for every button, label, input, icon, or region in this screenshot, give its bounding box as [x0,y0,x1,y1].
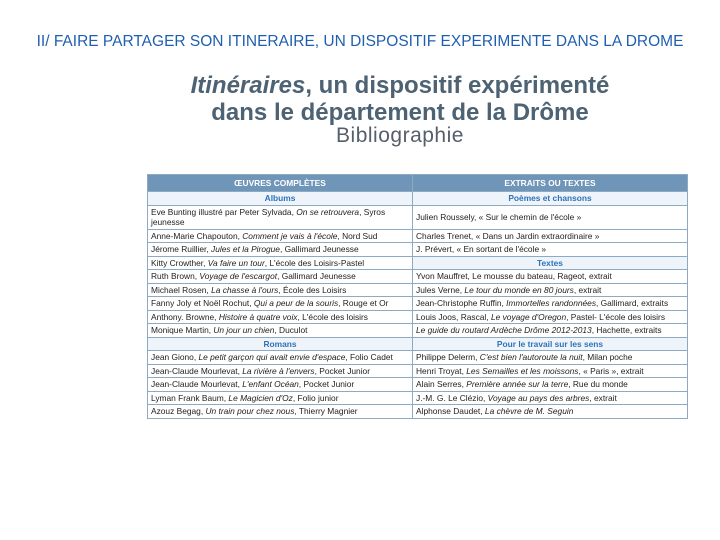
table-row [148,270,688,284]
work-title: Voyage au pays des arbres [487,392,590,403]
citation-text: Alphonse Daudet, [416,406,485,416]
column-header-extraits: EXTRAITS OU TEXTES [413,175,688,192]
work-title: C'est bien l'autoroute la nuit [479,352,583,362]
citation-text: Ruth Brown, [151,271,200,281]
table-section-row [148,337,688,351]
work-title: Un train pour chez nous [205,406,295,416]
citation-text: , Hachette, extraits [591,325,662,335]
heading-itineraires: Itinéraires [190,72,306,99]
citation-text: , Syros jeunesse [151,206,386,227]
citation-text: Monique Martin, [151,325,214,335]
citation-text: , « Paris », extrait [578,365,644,376]
citation-text: , Duculot [274,325,308,335]
citation-text: , Folio Cadet [345,352,393,362]
column-header-oeuvres: ŒUVRES COMPLÈTES [148,175,413,192]
slide-title: II/ FAIRE PARTAGER SON ITINERAIRE, UN DISPOSITIF EXPERIMENTE DANS LA DROME [36,33,684,50]
citation-text: , extrait [573,284,602,295]
citation-text: Azouz Begag, [151,406,206,416]
citation-text: , Milan poche [582,352,633,362]
table-cell-left [148,229,413,243]
work-title: Les Semailles et les moissons [466,365,579,376]
table-cell-right [413,364,688,378]
citation-text: Jérome Ruillier, [151,244,212,254]
table-row [148,324,688,338]
citation-text: Philippe Delerm, [416,352,480,362]
work-title: Immortelles randonnées [506,298,597,308]
citation-text: , Gallimard Jeunesse [279,244,359,254]
work-title: La chasse à l'ours [211,284,279,295]
table-cell-left [148,324,413,338]
work-title: On se retrouvera [296,206,360,217]
table-cell-right [413,283,688,297]
citation-text: J. Prévert, « En sortant de l'école » [416,244,547,254]
work-title: L'enfant Océan [242,379,299,389]
table-cell-left [148,297,413,311]
table-row [148,205,688,229]
table-cell-left [148,405,413,419]
citation-text: Yvon Mauffret, Le mousse du bateau, Rageot, extrait [416,271,612,281]
citation-text: , L'école des loisirs [297,311,368,322]
table-cell-right [413,391,688,405]
bibliography-table [147,174,688,419]
citation-text: Lyman Frank Baum, [151,392,229,403]
citation-text: Alain Serres, [416,379,467,389]
citation-text: Kitty Crowther, [151,257,208,268]
work-title: Qui a peur de la souris [253,298,339,308]
heading-line-1 [150,72,650,100]
citation-text: Jean-Claude Mourlevat, [151,365,243,376]
table-cell-right [413,270,688,284]
table-row [148,229,688,243]
citation-text: , Rouge et Or [338,298,389,308]
table-row [148,310,688,324]
table-cell-right: Textes [413,256,688,270]
citation-text: Fanny Joly et Noël Rochut, [151,298,254,308]
citation-text: Eve Bunting illustré par Peter Sylvada, [151,206,297,217]
heading-line-1-rest: , un dispositif expérimenté [305,72,610,99]
work-title: Le petit garçon qui avait envie d'espace [198,352,346,362]
table-cell-right [413,351,688,365]
table-cell-right [413,378,688,392]
table-cell-right: Poèmes et chansons [413,192,688,206]
citation-text: , Gallimard, extraits [596,298,669,308]
table-cell-left [148,310,413,324]
table-cell-right [413,297,688,311]
table-section-row [148,192,688,206]
citation-text: Jules Verne, [416,284,465,295]
work-title: Le tour du monde en 80 jours [464,284,574,295]
table-cell-left [148,391,413,405]
work-title: Comment je vais à l'école [242,230,338,241]
work-title: Le guide du routard Ardèche Drôme 2012-2013 [416,325,592,335]
table-row [148,391,688,405]
table-cell-left [148,270,413,284]
citation-text: Anthony. Browne, [151,311,219,322]
citation-text: Jean-Claude Mourlevat, [151,379,243,389]
work-title: Le voyage d'Oregon [490,311,567,322]
citation-text: , Pocket Junior [314,365,371,376]
work-title: Un jour un chien [213,325,275,335]
table-cell-right [413,405,688,419]
table-row [148,283,688,297]
work-title: La rivière à l'envers [242,365,315,376]
work-title: Le Magicien d'Oz [228,392,293,403]
table-cell-left [148,378,413,392]
table-cell-right [413,310,688,324]
table-cell-left [148,256,413,270]
table-row [148,243,688,257]
citation-text: , Nord Sud [337,230,378,241]
citation-text: Charles Trenet, « Dans un Jardin extraordinaire » [416,230,600,241]
table-cell-left: Albums [148,192,413,206]
citation-text: , extrait [589,392,617,403]
table-cell-left [148,205,413,229]
table-cell-left: Romans [148,337,413,351]
citation-text: J.-M. G. Le Clézio, [416,392,488,403]
table-cell-left [148,243,413,257]
citation-text: Julien Roussely, « Sur le chemin de l'école » [416,211,582,222]
table-cell-right: Pour le travail sur les sens [413,337,688,351]
work-title: Jules et la Pirogue [211,244,280,254]
citation-text: , L'école des Loisirs-Pastel [264,257,365,268]
citation-text: , Thierry Magnier [294,406,358,416]
table-row [148,378,688,392]
citation-text: , Folio junior [292,392,339,403]
citation-text: , Gallimard Jeunesse [277,271,356,281]
citation-text: , Pocket Junior [298,379,355,389]
work-title: Va faire un tour [207,257,265,268]
table-cell-right [413,205,688,229]
table-cell-right [413,243,688,257]
table-row [148,351,688,365]
work-title: La chèvre de M. Seguin [484,406,574,416]
work-title: Voyage de l'escargot [199,271,278,281]
table-row [148,405,688,419]
heading-line-2: dans le département de la Drôme [211,99,589,126]
citation-text: Jean-Christophe Ruffin, [416,298,507,308]
citation-text: Jean Giono, [151,352,199,362]
citation-text: Anne-Marie Chapouton, [151,230,243,241]
table-cell-left [148,364,413,378]
citation-text: , Pastel- L'école des loisirs [566,311,666,322]
table-cell-left [148,351,413,365]
citation-text: , École des Loisirs [278,284,347,295]
citation-text: Louis Joos, Rascal, [416,311,491,322]
table-row [148,297,688,311]
table-row [148,364,688,378]
table-cell-right [413,324,688,338]
work-title: Histoire à quatre voix [218,311,298,322]
table-cell-left [148,283,413,297]
work-title: Première année sur la terre [466,379,569,389]
table-row [148,256,688,270]
heading-bibliographie: Bibliographie [336,124,464,147]
table-cell-right [413,229,688,243]
citation-text: , Rue du monde [568,379,628,389]
citation-text: Michael Rosen, [151,284,212,295]
citation-text: Henri Troyat, [416,365,467,376]
